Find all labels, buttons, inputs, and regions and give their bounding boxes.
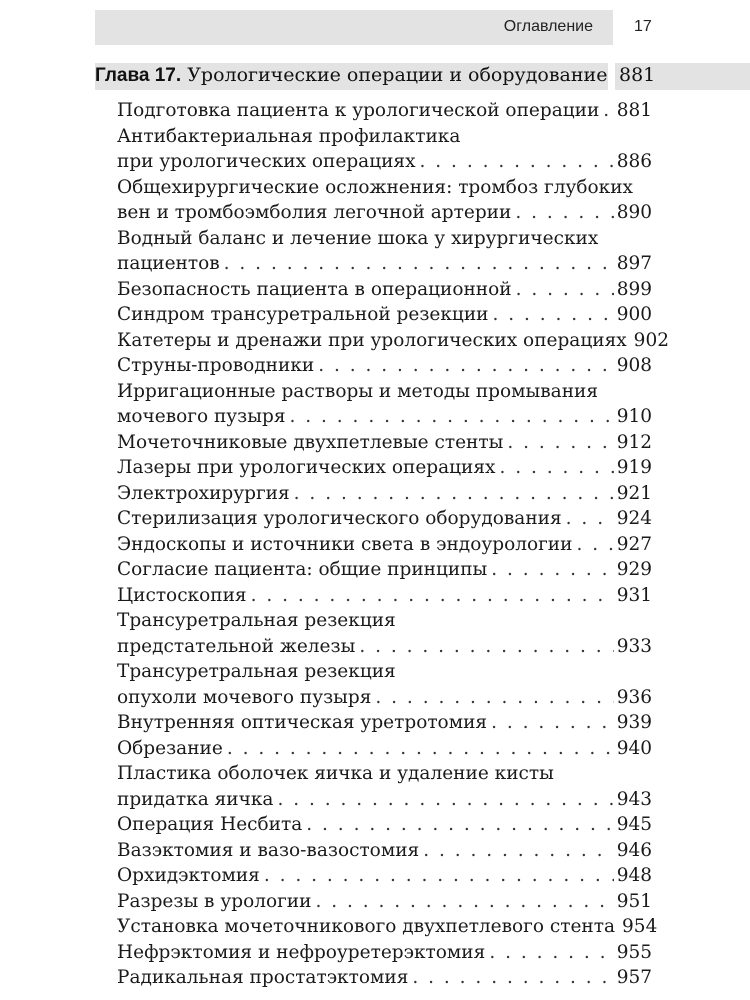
toc-entry-page: 927 bbox=[616, 533, 652, 555]
toc-entry-page: 921 bbox=[616, 482, 652, 504]
toc-entry-title: Вазэктомия и вазо-вазостомия bbox=[117, 839, 420, 861]
toc-entry-line bbox=[117, 889, 652, 915]
dot-leader bbox=[277, 787, 613, 813]
toc-entry-title: вен и тромбоэмболия легочной артерии bbox=[117, 202, 512, 223]
toc-entry[interactable] bbox=[117, 481, 652, 507]
dot-leader bbox=[423, 838, 613, 864]
dot-leader bbox=[412, 965, 613, 991]
toc-entry-page: 912 bbox=[616, 431, 652, 453]
chapter-number: Глава 17. bbox=[95, 65, 182, 86]
toc-entry-title: Подготовка пациента к урологической операции bbox=[117, 100, 600, 121]
toc-entry-title: Установка мочеточникового двухпетлевого стента bbox=[117, 916, 616, 937]
toc-entry[interactable] bbox=[117, 838, 652, 864]
dot-leader bbox=[318, 353, 613, 379]
toc-entry-line bbox=[117, 430, 652, 456]
toc-entry[interactable] bbox=[117, 277, 652, 303]
toc-entry-page: 945 bbox=[616, 814, 652, 835]
toc-entry-page: 910 bbox=[616, 406, 652, 427]
dot-leader bbox=[315, 889, 613, 915]
toc-entry-title: Внутренняя оптическая уретротомия bbox=[117, 712, 488, 733]
toc-entry-line bbox=[117, 251, 652, 277]
toc-entry-title: пациентов bbox=[117, 253, 220, 274]
toc-entry-page: 881 bbox=[616, 100, 652, 121]
toc-entry[interactable] bbox=[117, 98, 652, 124]
dot-leader bbox=[294, 481, 614, 507]
toc-entry[interactable] bbox=[117, 710, 652, 736]
toc-entry[interactable] bbox=[117, 175, 652, 226]
toc-entry-line bbox=[117, 98, 652, 124]
toc-entry[interactable] bbox=[117, 965, 652, 991]
toc-entry[interactable] bbox=[117, 608, 652, 659]
toc-entry-line bbox=[117, 481, 652, 507]
toc-entry[interactable] bbox=[117, 455, 652, 481]
toc-list bbox=[117, 98, 669, 991]
toc-entry-title: Согласие пациента: общие принципы bbox=[117, 559, 488, 580]
toc-entry[interactable] bbox=[117, 124, 652, 175]
toc-entry-line bbox=[117, 736, 652, 762]
dot-leader bbox=[499, 455, 613, 481]
toc-entry-page: 890 bbox=[616, 202, 652, 223]
toc-entry-page: 948 bbox=[616, 865, 652, 886]
dot-leader bbox=[227, 736, 614, 762]
toc-entry-title: Ирригационные растворы и методы промывания bbox=[117, 380, 599, 402]
toc-entry[interactable] bbox=[117, 863, 652, 889]
toc-entry-title: Мочеточниковые двухпетлевые стенты bbox=[117, 431, 504, 453]
dot-leader bbox=[516, 277, 614, 303]
dot-leader bbox=[224, 251, 614, 277]
toc-entry-page: 931 bbox=[616, 584, 652, 606]
toc-entry-line bbox=[117, 532, 652, 558]
toc-entry-page: 919 bbox=[616, 457, 652, 478]
toc-entry-title: Катетеры и дренажи при урологических операциях bbox=[117, 329, 627, 351]
dot-leader bbox=[489, 940, 613, 966]
toc-entry-page: 886 bbox=[616, 151, 652, 172]
dot-leader bbox=[566, 506, 614, 532]
toc-entry[interactable] bbox=[117, 302, 652, 328]
toc-entry-line bbox=[117, 404, 652, 430]
chapter-page: 881 bbox=[619, 64, 656, 86]
dot-leader bbox=[493, 302, 614, 328]
toc-entry-page: 939 bbox=[616, 712, 652, 733]
toc-entry-title: придатка яичка bbox=[117, 788, 274, 810]
toc-entry-line bbox=[117, 328, 669, 354]
toc-entry-page: 908 bbox=[616, 355, 652, 376]
toc-entry-title: Эндоскопы и источники света в эндоурологии bbox=[117, 533, 573, 555]
toc-entry[interactable] bbox=[117, 532, 652, 558]
toc-entry-title: Стерилизация урологического оборудования bbox=[117, 508, 562, 529]
toc-entry-line bbox=[117, 124, 652, 150]
toc-entry-line bbox=[117, 200, 652, 226]
toc-entry-title: Трансуретральная резекция bbox=[117, 661, 396, 682]
toc-entry-line bbox=[117, 149, 652, 175]
toc-entry-line bbox=[117, 863, 652, 889]
toc-entry-title: Радикальная простатэктомия bbox=[117, 967, 409, 988]
toc-entry[interactable] bbox=[117, 379, 652, 430]
toc-entry-page: 924 bbox=[616, 508, 652, 529]
toc-entry-page: 929 bbox=[616, 559, 652, 580]
toc-entry[interactable] bbox=[117, 328, 669, 354]
toc-entry-line bbox=[117, 583, 652, 609]
dot-leader bbox=[576, 532, 613, 558]
toc-entry[interactable] bbox=[117, 353, 652, 379]
toc-entry-line bbox=[117, 557, 652, 583]
dot-leader bbox=[507, 430, 613, 456]
toc-entry-line bbox=[117, 302, 652, 328]
toc-entry-title: Антибактериальная профилактика bbox=[117, 125, 461, 147]
toc-entry-title: Электрохирургия bbox=[117, 482, 290, 504]
page-number: 17 bbox=[634, 18, 652, 35]
toc-entry-page: 940 bbox=[616, 737, 652, 759]
toc-entry-line bbox=[117, 685, 652, 711]
toc-entry-title: Струны-проводники bbox=[117, 355, 315, 376]
toc-entry-page: 936 bbox=[616, 686, 652, 708]
dot-leader bbox=[491, 557, 613, 583]
toc-entry-line bbox=[117, 787, 652, 813]
toc-entry-line bbox=[117, 659, 652, 685]
toc-entry-line bbox=[117, 940, 652, 966]
toc-entry-line bbox=[117, 608, 652, 634]
toc-entry-title: Водный баланс и лечение шока у хирургических bbox=[117, 227, 599, 249]
toc-entry-title: Обрезание bbox=[117, 737, 223, 759]
toc-entry[interactable] bbox=[117, 583, 652, 609]
dot-leader bbox=[264, 863, 614, 889]
toc-entry[interactable] bbox=[117, 914, 658, 940]
dot-leader bbox=[306, 812, 613, 838]
toc-entry-title: опухоли мочевого пузыря bbox=[117, 686, 372, 708]
toc-entry[interactable] bbox=[117, 557, 652, 583]
dot-leader bbox=[290, 404, 614, 430]
toc-entry-title: Разрезы в урологии bbox=[117, 890, 312, 912]
toc-entry-line bbox=[117, 353, 652, 379]
toc-entry-line bbox=[117, 761, 652, 787]
toc-entry-line bbox=[117, 175, 652, 201]
toc-entry-page: 933 bbox=[616, 635, 652, 657]
dot-leader bbox=[603, 98, 613, 124]
chapter-title: Урологические операции и оборудование bbox=[187, 64, 608, 86]
dot-leader bbox=[251, 583, 614, 609]
toc-entry-line bbox=[117, 710, 652, 736]
toc-entry[interactable] bbox=[117, 430, 652, 456]
toc-entry[interactable] bbox=[117, 736, 652, 762]
dot-leader bbox=[491, 710, 614, 736]
toc-entry-title: при урологических операциях bbox=[117, 151, 416, 172]
toc-entry-page: 900 bbox=[616, 304, 652, 325]
toc-entry-line bbox=[117, 277, 652, 303]
toc-entry-line bbox=[117, 379, 652, 405]
toc-entry-page: 943 bbox=[616, 788, 652, 810]
toc-entry[interactable] bbox=[117, 940, 652, 966]
toc-entry-page: 957 bbox=[616, 967, 652, 988]
dot-leader bbox=[420, 149, 614, 175]
toc-entry-page: 899 bbox=[616, 278, 652, 300]
toc-entry-line bbox=[117, 634, 652, 660]
toc-entry-page: 955 bbox=[616, 941, 652, 963]
toc-entry-page: 954 bbox=[622, 916, 658, 937]
toc-entry-title: Орхидэктомия bbox=[117, 865, 260, 886]
running-header bbox=[95, 10, 613, 45]
toc-entry-line bbox=[117, 965, 652, 991]
toc-entry[interactable] bbox=[117, 226, 652, 277]
dot-leader bbox=[375, 685, 613, 711]
toc-entry[interactable] bbox=[117, 761, 652, 812]
toc-entry-title: Пластика оболочек яичка и удаление кисты bbox=[117, 763, 554, 784]
running-header-title: Оглавление bbox=[503, 18, 593, 35]
toc-entry-title: Лазеры при урологических операциях bbox=[117, 457, 496, 478]
toc-entry[interactable] bbox=[117, 506, 652, 532]
toc-entry-title: Синдром трансуретральной резекции bbox=[117, 304, 489, 325]
toc-entry-title: Цистоскопия bbox=[117, 584, 247, 606]
toc-entry-page: 946 bbox=[616, 839, 652, 861]
toc-entry[interactable] bbox=[117, 659, 652, 710]
toc-entry-line bbox=[117, 226, 652, 252]
toc-entry[interactable] bbox=[117, 812, 652, 838]
toc-entry-title: мочевого пузыря bbox=[117, 406, 286, 427]
toc-entry[interactable] bbox=[117, 889, 652, 915]
toc-entry-line bbox=[117, 455, 652, 481]
chapter-divider bbox=[608, 63, 615, 90]
toc-entry-title: Общехирургические осложнения: тромбоз глубоких bbox=[117, 176, 633, 198]
toc-entry-line bbox=[117, 838, 652, 864]
toc-entry-page: 897 bbox=[616, 253, 652, 274]
toc-entry-title: Безопасность пациента в операционной bbox=[117, 278, 512, 300]
toc-entry-page: 902 bbox=[633, 329, 669, 351]
toc-entry-title: предстательной железы bbox=[117, 635, 356, 657]
toc-entry-line bbox=[117, 812, 652, 838]
toc-entry-title: Трансуретральная резекция bbox=[117, 610, 396, 631]
dot-leader bbox=[515, 200, 613, 226]
chapter-heading bbox=[95, 63, 750, 93]
toc-entry-line bbox=[117, 914, 658, 940]
toc-entry-title: Нефрэктомия и нефроуретерэктомия bbox=[117, 941, 486, 963]
toc-entry-line bbox=[117, 506, 652, 532]
dot-leader bbox=[359, 634, 613, 660]
toc-entry-page: 951 bbox=[616, 890, 652, 912]
toc-entry-title: Операция Несбита bbox=[117, 814, 303, 835]
